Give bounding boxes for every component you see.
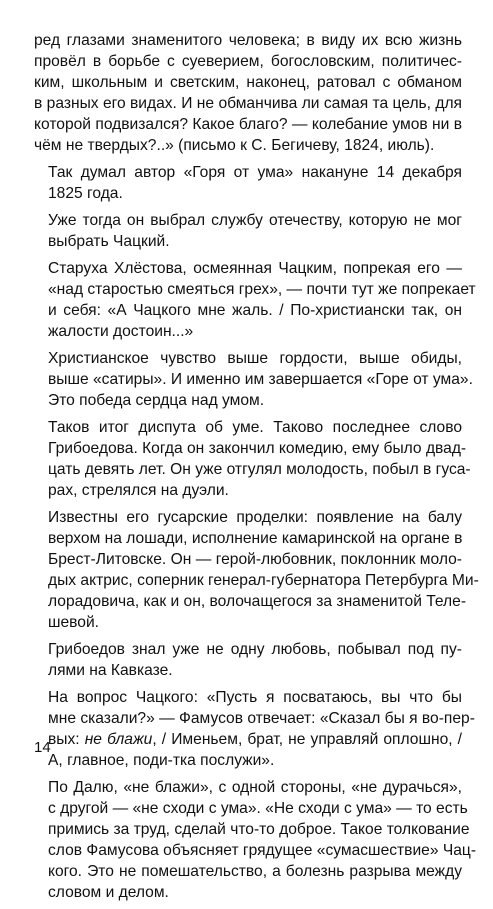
paragraph [34, 210, 462, 252]
text-line: с другой — «не сходи с ума». «Не сходи с ума» — то есть [48, 800, 468, 817]
text-line: мне сказали?» — Фамусов отвечает: «Сказал бы я во-пер- [48, 710, 475, 727]
text-line: выше «сатиры». И именно им завершается «Горе от ума». [48, 371, 473, 388]
text-line: рах, стрелялся на дуэли. [48, 482, 229, 499]
italic-phrase: не блажи [84, 731, 153, 748]
text-line: Таков итог диспута об уме. Таково последнее слово [48, 419, 462, 436]
book-page-text [34, 30, 479, 909]
text-line: Грибоедова. Когда он закончил комедию, ему было двад- [48, 440, 467, 457]
text-line: жалости достоин...» [48, 323, 194, 340]
paragraph [34, 687, 475, 771]
text-line: ким, школьным и светским, наконец, ратовал с обманом [34, 74, 462, 91]
text-line: лорадовича, как и он, волочащегося за знаменитой Теле- [48, 593, 467, 610]
text-line: Уже тогда он выбрал службу отечеству, которую не мог [48, 212, 462, 229]
text-line: провёл в борьбе с суеверием, богословским, политичес- [34, 53, 462, 70]
text-line: «над старостью смеяться грех», — почти тут же попрекает [48, 281, 476, 298]
text-line: 1825 года. [48, 185, 123, 202]
text-line: Брест-Литовске. Он — герой-любовник, поклонник моло- [48, 551, 462, 568]
text-line: которой подвизался? Какое благо? — колебание умов ни в [34, 116, 462, 133]
paragraph [34, 777, 477, 903]
text-line: Старуха Хлёстова, осмеянная Чацким, попрекая его — [48, 260, 462, 277]
text-line: слов Фамусова объясняет грядущее «сумасшествие» Чац- [48, 842, 477, 859]
text-line: Так думал автор «Горя от ума» накануне 14 декабря [48, 164, 462, 181]
paragraph [34, 639, 462, 681]
paragraph [34, 348, 473, 411]
text-line-with-italic: вых: не блажи, / Именьем, брат, не управляй оплошно, / [48, 731, 462, 748]
text-line: чём не твердых?..» (письмо к С. Бегичеву, 1824, июль). [34, 137, 435, 154]
text-line: примись за труд, сделай что-то доброе. Такое толкование [48, 821, 470, 838]
text-line: лями на Кавказе. [48, 662, 173, 679]
text-line: А, главное, поди-тка послужи». [48, 752, 275, 769]
text-line: выбрать Чацкий. [48, 233, 170, 250]
text-line: дых актрис, соперник генерал-губернатора Петербурга Ми- [48, 572, 479, 589]
text-line: ред глазами знаменитого человека; в виду их всю жизнь [34, 32, 462, 49]
paragraph [34, 162, 462, 204]
text-line: цать девять лет. Он уже отгулял молодость, побыл в гуса- [48, 461, 471, 478]
text-line: Христианское чувство выше гордости, выше обиды, [48, 350, 462, 367]
text-line: Это победа сердца над умом. [48, 392, 265, 409]
page-number: 14 [34, 739, 51, 756]
paragraph [34, 258, 476, 342]
text-line: верхом на лошади, исполнение камаринской на органе в [48, 530, 463, 547]
text-line: На вопрос Чацкого: «Пусть я посватаюсь, вы что бы [48, 689, 462, 706]
text-line: Грибоедов знал уже не одну любовь, побывал под пу- [48, 641, 462, 658]
text-line: кого. Это не помешательство, а болезнь разрыва между [48, 863, 462, 880]
paragraph [34, 417, 471, 501]
text-line: в разных его видах. И не обманчива ли самая та цель, для [34, 95, 462, 112]
paragraph [34, 507, 479, 633]
text-line: По Далю, «не блажи», с одной стороны, «не дурачься», [48, 779, 462, 796]
text-line: словом и делом. [48, 884, 169, 901]
text-line: Известны его гусарские проделки: появление на балу [48, 509, 462, 526]
text-line: шевой. [48, 614, 100, 631]
text-line: и себя: «А Чацкого мне жаль. / По-христиански так, он [48, 302, 462, 319]
paragraph [34, 30, 462, 156]
